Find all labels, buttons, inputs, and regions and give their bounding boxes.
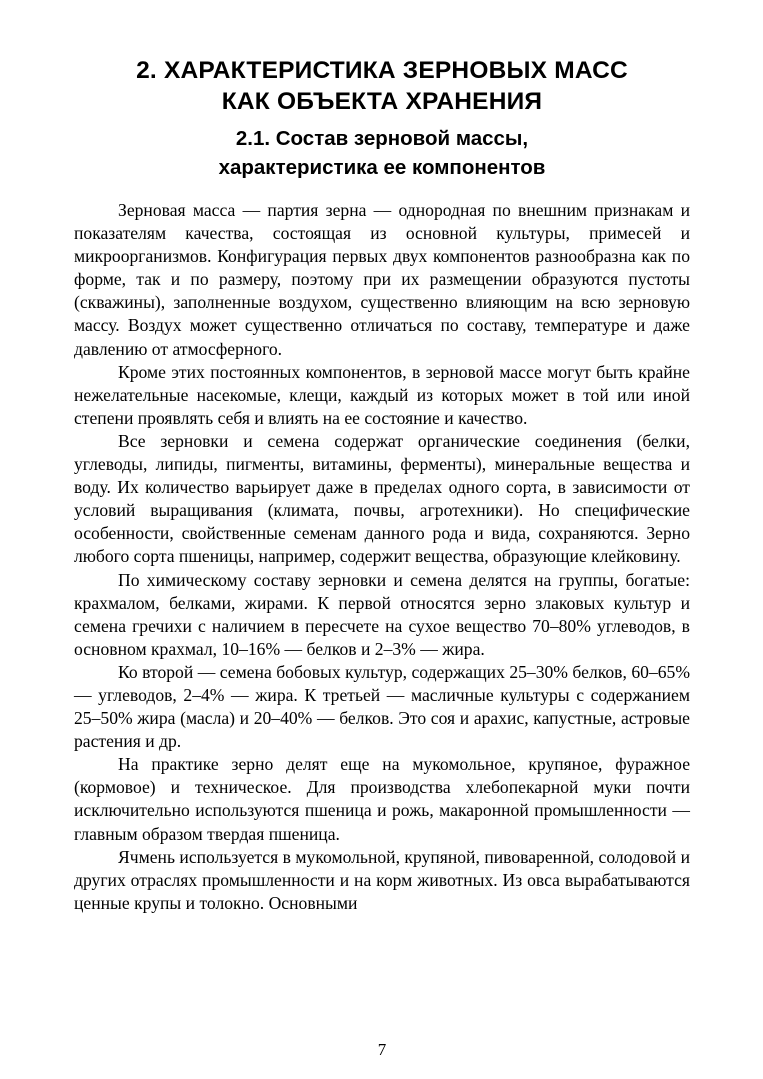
paragraph-2: Кроме этих постоянных компонентов, в зерновой массе могут быть крайне нежелательные насекомые, клещи, каждый из которых может в той или иной степени проявлять себя и влиять на ее состояние и качество.: [74, 361, 690, 428]
paragraph-7: Ячмень используется в мукомольной, крупяной, пивоваренной, солодовой и других отраслях промышленности и на корм животных. Из овса вырабатываются ценные крупы и толокно. Основными: [74, 846, 690, 913]
section-title-line-1: 2.1. Состав зерновой массы,: [235, 127, 529, 150]
paragraph-6: На практике зерно делят еще на мукомольное, крупяное, фуражное (кормовое) и техническое. Для производства хлебопекарной муки почти исключительно используются пшеница и рожь, макаронной промышленности — главным образом твердая пшеница.: [74, 754, 690, 844]
chapter-title: [74, 55, 690, 117]
section-title: [74, 124, 690, 182]
document-page: [74, 0, 690, 1079]
section-title-line-2: характеристика ее компонентов: [218, 156, 546, 179]
paragraph-1: Зерновая масса — партия зерна — однородная по внешним признакам и показателям качества, состоящая из основной культуры, примесей и микроорганизмов. Конфигурация первых двух компонентов разнообразна как по форме, так и по размеру, поэтому при их размещении образуются пустоты (скважины), заполненные воздухом, существенно влияющим на всю зерновую массу. Воздух может существенно отличаться по составу, температуре и даже давлению от атмосферного.: [74, 200, 690, 359]
paragraph-4: По химическому составу зерновки и семена делятся на группы, богатые: крахмалом, белками, жирами. К первой относятся зерно злаковых культур и семена гречихи с наличием в пересчете на сухое вещество 70–80% углеводов, в основном крахмал, 10–16% — белков и 2–3% — жира.: [74, 569, 690, 659]
paragraph-5: Ко второй — семена бобовых культур, содержащих 25–30% белков, 60–65% — углеводов, 2–4% — жира. К третьей — масличные культуры с содержанием 25–50% жира (масла) и 20–40% — белков. Это соя и арахис, капустные, астровые растения и др.: [74, 661, 690, 752]
page-number: 7: [377, 1040, 387, 1059]
body-text: [74, 199, 690, 915]
chapter-title-line-1: 2. ХАРАКТЕРИСТИКА ЗЕРНОВЫХ МАСС: [136, 57, 628, 84]
chapter-title-line-2: КАК ОБЪЕКТА ХРАНЕНИЯ: [221, 88, 543, 115]
paragraph-3: Все зерновки и семена содержат органические соединения (белки, углеводы, липиды, пигменты, витамины, ферменты), минеральные вещества и воду. Их количество варьирует даже в пределах одного сорта, в зависимости от условий выращивания (климата, почвы, агротехники). Но специфические особенности, свойственные семенам данного рода и вида, сохраняются. Зерно любого сорта пшеницы, например, содержит вещества, образующие клейковину.: [74, 430, 690, 567]
